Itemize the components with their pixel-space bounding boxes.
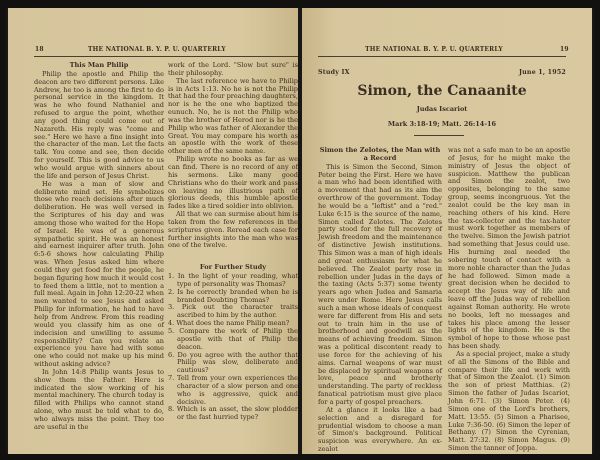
study-question: 1. In the light of your reading, what type of personality was Thomas? xyxy=(168,272,298,288)
right-column-1 xyxy=(318,147,442,454)
paragraph: As a special project, make a study of all the Simons of the Bible and compare their life and work with that of Simon the Zealot. (1) Simon the son of priest Matthias. (2) Simon the father of Judas Iscariot, John 6:71. (3) Simon Peter. (4) Simon one of the Lord's brothers, Matt. 13:55. (5) Simon a Pharisee, Luke 7:36-50. (6) Simon the leper of Bethany. (7) Simon the Cyrenian, Matt. 27:32. (8) Simon Magus. (9) Simon the tanner of Joppa. xyxy=(448,349,570,453)
study-question: 4. What does the name Philip mean? xyxy=(168,319,290,328)
paragraph: The last reference we have to Philip is in Acts 1:13. No he is not the Philip that had the four preaching daughters, nor is he the one who baptized the eunuch. No, he is not the Philip who was the brother of Herod nor is he the Philip who was father of Alexander the Great. You may compare his worth as an apostle with the work of these other men of the same name. xyxy=(168,76,298,156)
section-title: This Man Philip xyxy=(69,61,129,69)
study-question: 3. Pick out the character traits ascribed to him by the author. xyxy=(168,303,298,320)
right-page xyxy=(302,8,592,454)
running-header: THE NATIONAL B. Y. P. U. QUARTERLY xyxy=(88,46,226,53)
study-questions xyxy=(168,273,298,422)
paragraph: This is Simon the Second, Simon Peter being the First. Here we have a man who had been identified with a movement that had as its aim the overthrow of the government. Today he would be a "leftist" and a "red." Luke 6:15 is the source of the name, Simon called Zelotes. The Zelotes party stood for the full recovery of Jewish freedom and the maintenance of distinctive Jewish institutions. This Simon was a man of high ideals and great enthusiasm for what he believed. The Zealot party rose in rebellion under Judas in the days of the taxing (Acts 5:37) some twenty years ago when Judea and Samaria were under Rome. Here Jesus calls such a man whose ideals of conquest were far different from His and sets out to train him in the use of brotherhood and goodwill as the means of achieving freedom. Simon was a political discontent ready to use force for the achieving of his aims. Carnal weapons of war must be displaced by spiritual weapons of love, peace and brotherly understanding. The party of reckless fanatical patriotism must give place for a party of gospel preachers. xyxy=(318,162,442,406)
study-question: 6. Do you agree with the author that Philip was slow, deliberate and cautious? xyxy=(168,350,298,375)
paragraph: Philip wrote no books as far as we can find. There is no record of any of his sermons. Like many good Christians who do their work and pass on leaving no illustrious path of glorious deeds, this humble apostle fades like a tired soldier into oblivion. xyxy=(168,155,298,211)
header-rule xyxy=(34,56,298,57)
study-label: Study IX xyxy=(318,69,350,76)
right-column-2 xyxy=(448,147,570,453)
study-question: 5. Compare the work of Philip the apostle with that of Philip the deacon. xyxy=(168,327,298,351)
paragraph: He was a man of slow and deliberate mind set. He symbolizes those who reach decisions after much deliberation. He was well versed in the Scriptures of his day and was among those who waited for the Hope of Israel. He was of a generous sympathetic spirit. He was an honest and earnest inquirer after truth. John 6:5-6 shows how calculating Philip was. When Jesus asked him where could they get food for the people, he began figuring how much it would cost to feed them a little, not to mention a full meal. Again in John 12:20-22 when men wanted to see Jesus and asked Philip for information, he had to have help from Andrew. From this reading would you classify him as one of indecision and unwilling to assume responsibility? Can you relate an experience you have had with some one who could not make up his mind without asking advice? xyxy=(34,179,164,369)
paragraph: Philip the apostle and Philip the deacon are two different persons. Like Andrew, he too is among the first to do personal service in the kingdom. It was he who found Nathaniel and refused to argue the point, whether any good thing could come out of Nazareth. His reply was "come and see." Here we have a fine insight into the character of the man. Let the facts talk. You come and see, then decide for yourself. This is good advice to us who would argue with sinners about the life and person of Jesus Christ. xyxy=(34,69,164,180)
paragraph: At a glance it looks like a bad selection and a disregard for prudential wisdom to choose a man of Simon's background. Political suspicion was everywhere. An ex-zealot xyxy=(318,405,442,454)
left-column-2 xyxy=(168,62,298,422)
header-rule xyxy=(318,56,566,57)
paragraph: was not a safe man to be an apostle of Jesus, for he might make the ministry of Jesus the object of suspicion. Matthew the publican and Simon the zealot, two opposites, belonging to the same group, seems incongruous. Yet the zealot could be the key man in reaching others of his kind. Here the tax-collector and the tax-hater must work together as members of the twelve. Simon the Jewish patriot had something that Jesus could use. His burning zeal needed the sobering touch of contact with a more noble character than the Judas he had followed. Simon made a great decision when he decided to accept the Jesus way of life and leave off the Judas way of rebellion against Roman authority. He wrote no books, left no messages and takes his place among the lesser lights of the kingdom. He is the symbol of hope to those whose past has been shady. xyxy=(448,146,570,351)
study-question: 2. Is he correctly branded when he is branded Doubting Thomas? xyxy=(168,287,298,304)
running-header: THE NATIONAL B. Y. P. U. QUARTERLY xyxy=(365,46,503,53)
paragraph: In John 14:8 Philip wants Jesus to show them the Father. Here is indicated the slow working of his mental machinery. The church today is filled with Philips who cannot stand alone, who must be told what to do, who always miss the point. They too are useful in the xyxy=(34,367,164,431)
section-title: Simon the Zelotes, the Man with a Record xyxy=(319,146,441,162)
title-rule xyxy=(414,135,464,136)
lesson-date: June 1, 1952 xyxy=(518,69,566,76)
magazine-spread xyxy=(6,8,594,454)
lesson-subtitle: Judas Iscariot xyxy=(416,105,468,113)
paragraph: work of the Lord. "Slow but sure" is their philosophy. xyxy=(168,61,298,77)
left-column-1 xyxy=(34,62,164,432)
page-number: 19 xyxy=(560,46,569,53)
lesson-title: Simon, the Canaanite xyxy=(357,83,527,99)
left-page xyxy=(8,8,298,454)
paragraph: All that we can surmise about him is taken from the few references in the scriptures given. Reread each case for further insights into the man who was one of the twelve. xyxy=(168,210,298,250)
page-number: 18 xyxy=(35,46,44,53)
study-question: 8. Which is an asset, the slow plodder or the fast hurried type? xyxy=(168,405,298,422)
study-heading: For Further Study xyxy=(199,263,267,272)
study-question: 7. Tell from your own experiences the character of a slow person and one who is aggressive, quick and decisive. xyxy=(168,374,298,406)
scripture-reference: Mark 3:18-19; Matt. 26:14-16 xyxy=(387,120,497,128)
